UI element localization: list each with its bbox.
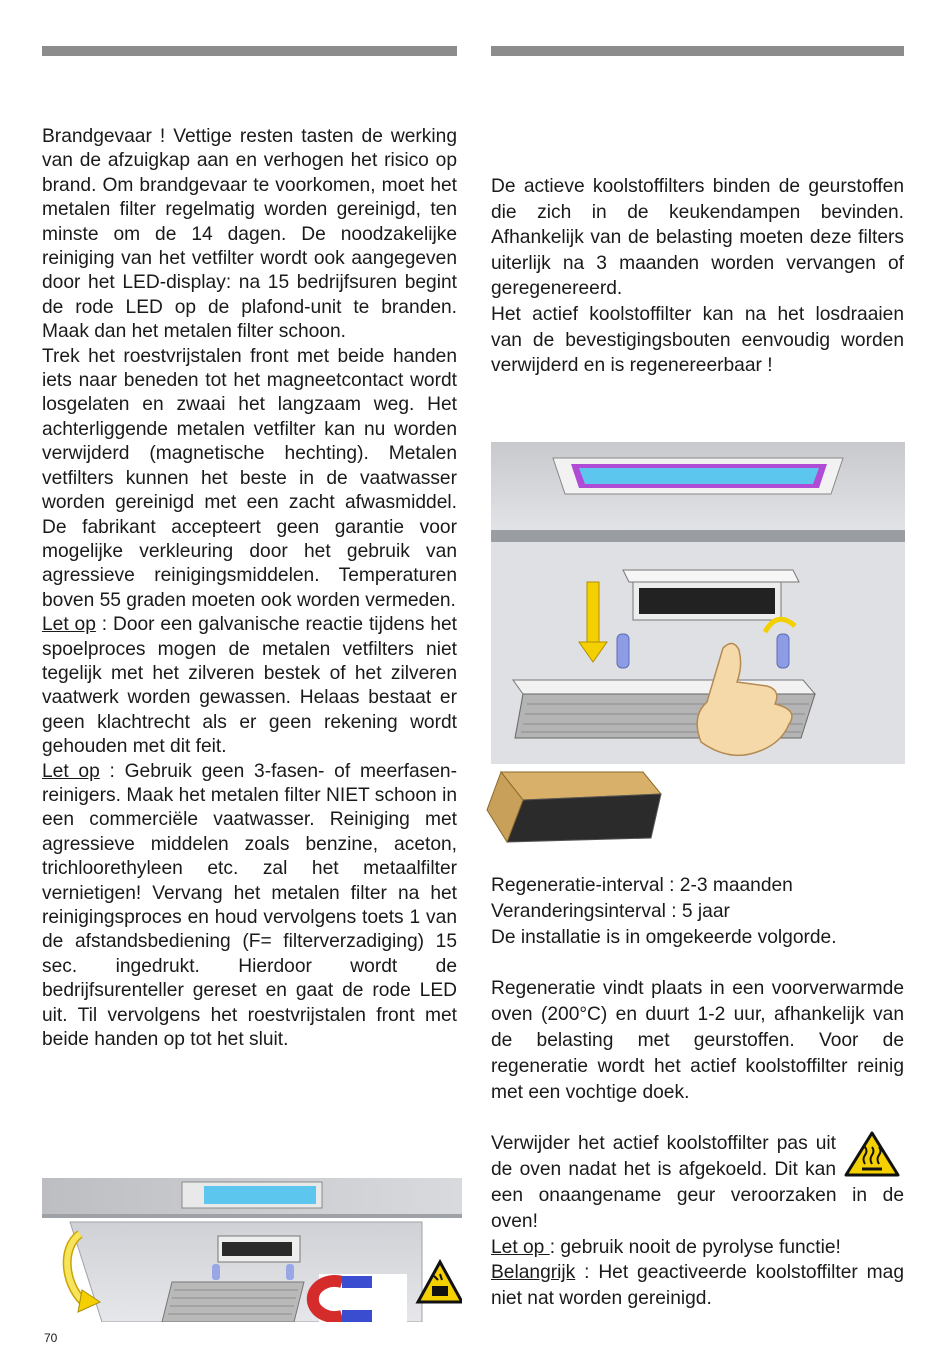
carbon-filter-illustration <box>483 442 905 844</box>
header-bar-left <box>42 46 457 56</box>
magnet-icon <box>313 1274 407 1322</box>
change-interval: Veranderingsinterval : 5 jaar <box>491 900 730 922</box>
left-column <box>42 125 457 1052</box>
regeneration-interval: Regeneratie-interval : 2-3 maanden <box>491 875 793 896</box>
header-bar-right <box>491 46 904 56</box>
grease-filter-illustration <box>42 1178 462 1322</box>
let-op-label: Let op <box>491 1236 550 1258</box>
spacer <box>491 1105 904 1131</box>
belangrijk-label: Belangrijk <box>491 1262 576 1284</box>
installation-note: De installatie is in omgekeerde volgorde. <box>491 926 837 948</box>
page-number: 70 <box>44 1331 58 1345</box>
cleaner-note-text: : Gebruik geen 3-fasen- of meerfasen-reinigers. Maak het metalen filter NIET schoon in een commerciële vaatwasser. Reiniging met agressieve middelen zoals benzine, aceton, trichloorethyleen etc. zal het metaalfilter vernietigen! Vervang het metalen filter na het reinigingsproces en houd vervolgens toets 1 van de afstandsbediening (F= filterverzadiging) 15 sec. ingedrukt. Hierdoor wordt de bedrijfsurenteller gereset en gaat de rode LED uit. Til vervolgens het roestvrijstalen front met beide handen op tot het sluit. <box>42 760 457 1051</box>
let-op-label: Let op <box>42 614 96 636</box>
left-paragraph-fire-hazard: Brandgevaar ! Vettige resten tasten de werking van de afzuigkap aan en verhogen het risico op brand. Om brandgevaar te voorkomen, moet het metalen filter regelmatig worden gereinigd, ten minste om de 14 dagen. De noodzakelijke reiniging van het vetfilter wordt ook aangegeven door het LED-display: na 15 bedrijfsuren begint de rode LED op de plafond-unit te branden. Maak dan het metalen filter schoon. <box>42 126 457 343</box>
regeneration-paragraph: Regeneratie vindt plaats in een voorverwarmde oven (200°C) en duurt 1-2 uur, afhankelijk van de belasting met geurstoffen. Voor de regeneratie wordt het actief koolstoffilter reinig met een vochtige doek. <box>491 978 904 1103</box>
left-paragraph-remove-filter: Trek het roestvrijstalen front met beide handen iets naar beneden tot het magneetcontact wordt losgelaten en zwaai het langzaam weg. Het achterliggende metalen vetfilter kan nu worden verwijderd (magnetische hechting). Metalen vetfilters kunnen het beste in de vaatwasser worden gereinigd met een zacht afwasmiddel. De fabrikant accepteert geen garantie voor mogelijke verkleuring door het gebruik van agressieve reinigingsmiddelen. Temperaturen boven 55 graden moeten ook worden vermeden. <box>42 345 457 611</box>
important-note <box>491 1260 904 1312</box>
galvanic-note-text: : Door een galvanische reactie tijdens het spoelproces mogen de metalen vetfilters niet tegelijk met het zilveren bestek of het zilveren vaatwerk worden gewassen. Helaas bestaat er geen klachtrecht als er geen rekening wordt gehouden met dit feit. <box>42 614 457 758</box>
right-paragraph-carbon-filters: De actieve koolstoffilters binden de geurstoffen die zich in de keukendampen bevinden. Afhankelijk van de belasting moeten deze filters uiterlijk na 3 maanden worden vervangen of geregenereerd. <box>491 176 904 300</box>
dishwasher-warning-icon <box>418 1262 462 1302</box>
left-paragraph-cleaner-note <box>42 760 457 1053</box>
let-op-label: Let op <box>42 760 100 782</box>
right-column-top <box>491 174 904 379</box>
cooling-paragraph: Verwijder het actief koolstoffilter pas uit de oven nadat het is afgekoeld. Dit kan een onaangename geur veroorzaken in de oven! <box>491 1133 904 1232</box>
right-column-bottom <box>491 873 904 1312</box>
right-paragraph-removal: Het actief koolstoffilter kan na het losdraaien van de bevestigingsbouten eenvoudig worden verwijderd en is regenereerbaar ! <box>491 303 904 377</box>
spacer <box>491 950 904 976</box>
pyrolysis-note-text: : gebruik nooit de pyrolyse functie! <box>549 1236 841 1258</box>
left-paragraph-galvanic-note <box>42 613 457 759</box>
pyrolysis-note <box>491 1235 904 1261</box>
important-note-text: : Het geactiveerde koolstoffilter mag niet nat worden gereinigd. <box>491 1262 904 1310</box>
hot-surface-warning-icon <box>844 1131 900 1177</box>
